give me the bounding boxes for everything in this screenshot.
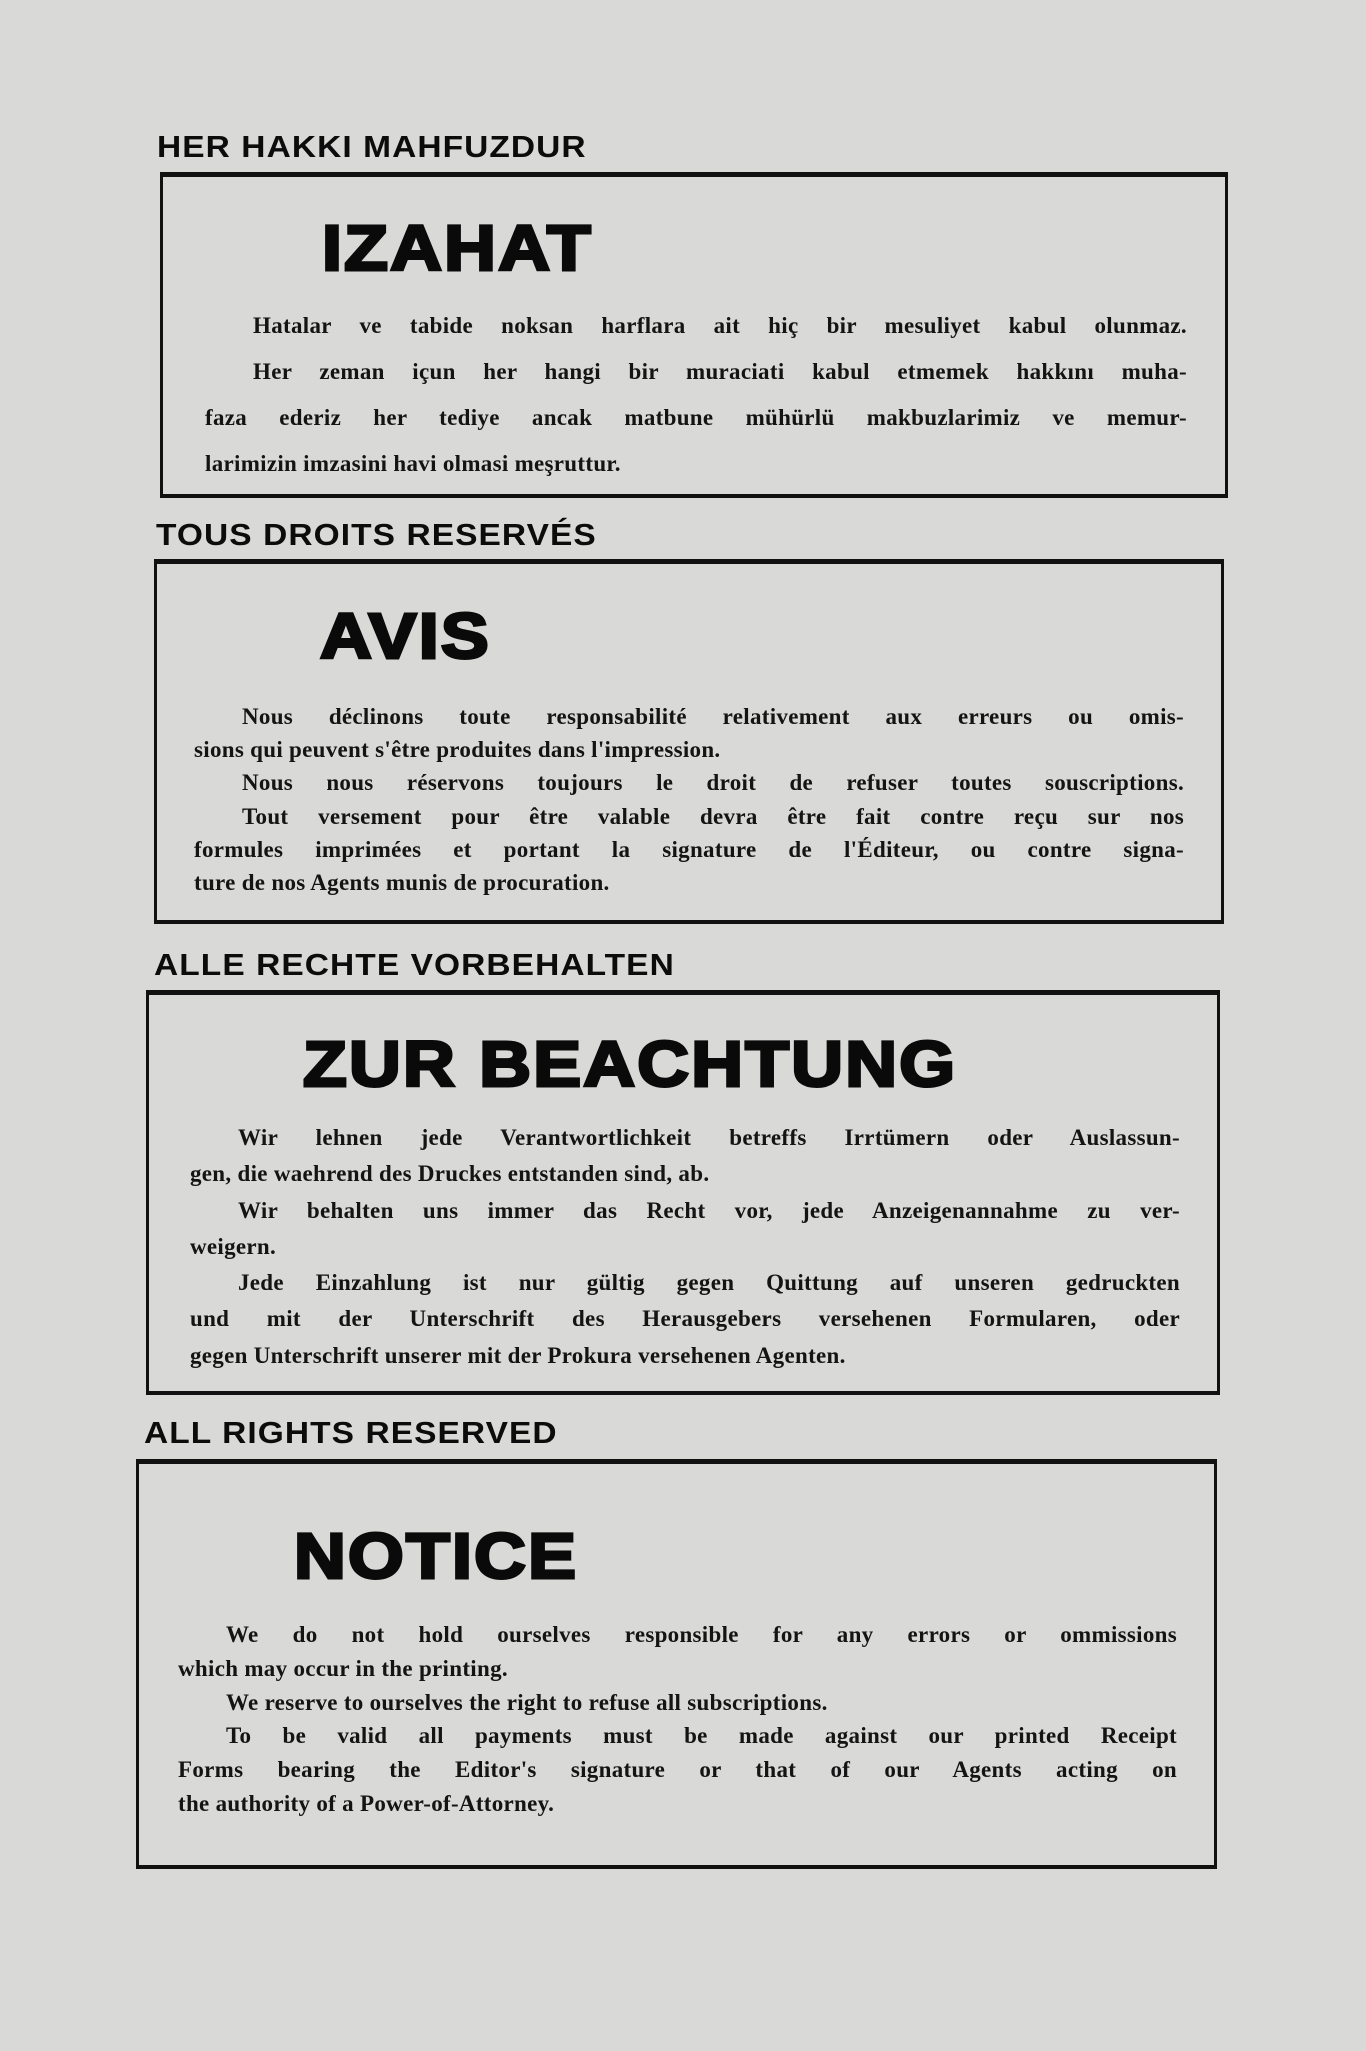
text-line: larimizin imzasini havi olmasi meşruttur. xyxy=(205,451,621,476)
text-line: formules imprimées et portant la signature de l'Éditeur, ou contre signa- xyxy=(194,836,1184,862)
notice-title-german: ZUR BEACHTUNG xyxy=(303,1028,958,1100)
notice-body-french xyxy=(194,700,1184,899)
text-line: faza ederiz her tediye ancak matbune mühürlü makbuzlarimiz ve memur- xyxy=(205,405,1187,430)
notice-body-english xyxy=(178,1618,1177,1821)
text-line: Her zeman içun her hangi bir muraciati kabul etmemek hakkını muha- xyxy=(253,359,1187,384)
text-line: Hatalar ve tabide noksan harflara ait hiç bir mesuliyet kabul olunmaz. xyxy=(253,313,1187,338)
text-line: gegen Unterschrift unserer mit der Prokura versehenen Agenten. xyxy=(190,1342,846,1368)
text-line: Tout versement pour être valable devra être fait contre reçu sur nos xyxy=(242,803,1184,829)
rights-label-english: ALL RIGHTS RESERVED xyxy=(144,1415,558,1450)
text-line: ture de nos Agents munis de procuration. xyxy=(194,870,610,896)
notice-title-english: NOTICE xyxy=(294,1520,579,1592)
notice-title-french: AVIS xyxy=(320,600,491,672)
text-line: Jede Einzahlung ist nur gültig gegen Quittung auf unseren gedruckten xyxy=(238,1270,1180,1296)
notice-body-turkish xyxy=(205,303,1187,487)
rights-label-french: TOUS DROITS RESERVÉS xyxy=(156,517,597,552)
text-line: Wir behalten uns immer das Recht vor, jede Anzeigenannahme zu ver- xyxy=(238,1197,1180,1223)
text-line: We reserve to ourselves the right to refuse all subscriptions. xyxy=(226,1689,828,1715)
text-line: To be valid all payments must be made against our printed Receipt xyxy=(226,1723,1177,1749)
text-line: gen, die waehrend des Druckes entstanden sind, ab. xyxy=(190,1161,710,1187)
text-line: which may occur in the printing. xyxy=(178,1655,508,1681)
text-line: Forms bearing the Editor's signature or that of our Agents acting on xyxy=(178,1757,1177,1783)
text-line: sions qui peuvent s'être produites dans l'impression. xyxy=(194,737,721,763)
text-line: the authority of a Power-of-Attorney. xyxy=(178,1790,555,1816)
notice-title-turkish: IZAHAT xyxy=(322,212,593,284)
text-line: Nous nous réservons toujours le droit de refuser toutes souscriptions. xyxy=(242,770,1184,796)
text-line: weigern. xyxy=(190,1233,277,1259)
text-line: We do not hold ourselves responsible for any errors or ommissions xyxy=(226,1622,1177,1647)
rights-label-german: ALLE RECHTE VORBEHALTEN xyxy=(154,947,675,982)
rights-label-turkish: HER HAKKI MAHFUZDUR xyxy=(157,129,587,164)
text-line: und mit der Unterschrift des Herausgebers versehenen Formularen, oder xyxy=(190,1306,1180,1332)
text-line: Wir lehnen jede Verantwortlichkeit betreffs Irrtümern oder Auslassun- xyxy=(238,1125,1180,1150)
text-line: Nous déclinons toute responsabilité relativement aux erreurs ou omis- xyxy=(242,704,1184,729)
notice-body-german xyxy=(190,1120,1180,1374)
